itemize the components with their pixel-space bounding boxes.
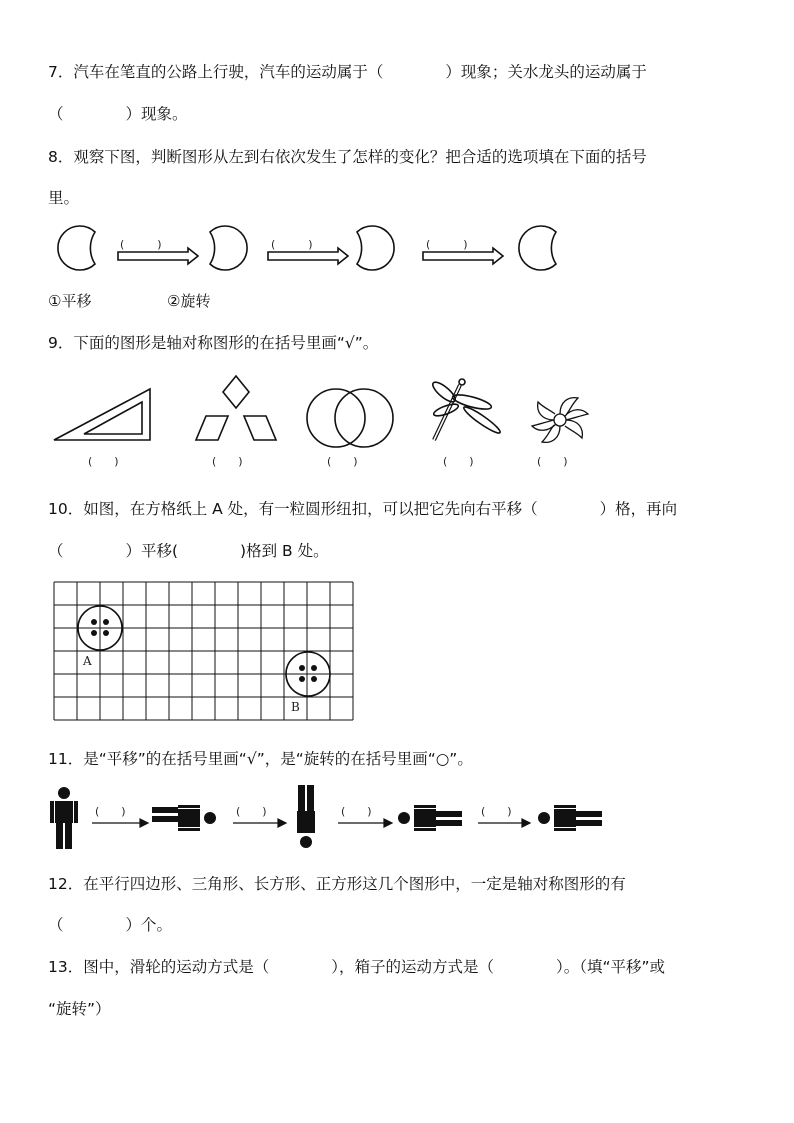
q11-blank-2[interactable]: ( )	[236, 805, 267, 818]
grid-label-b: B	[291, 700, 300, 714]
q9-blank-3[interactable]: ( )	[327, 455, 358, 468]
q9-line1: 9．下面的图形是轴对称图形的在括号里画“√”。	[48, 334, 379, 352]
q9-blank-4[interactable]: ( )	[443, 455, 474, 468]
q9-blank-1[interactable]: ( )	[88, 455, 119, 468]
q12-line2: （ ）个。	[48, 916, 173, 934]
q11-blank-3[interactable]: ( )	[341, 805, 372, 818]
q8-option-2: ②旋转	[167, 292, 211, 310]
q8-line1: 8．观察下图，判断图形从左到右依次发生了怎样的变化？把合适的选项填在下面的括号	[48, 148, 647, 166]
q9-blank-5[interactable]: ( )	[537, 455, 568, 468]
person-lying-right-icon	[152, 805, 216, 831]
q8-blank-3[interactable]: ( )	[426, 238, 468, 251]
person-lying-left-icon	[398, 805, 462, 831]
q11-blank-4[interactable]: ( )	[481, 805, 512, 818]
q8-option-1: ①平移	[48, 292, 92, 310]
q11-line1: 11．是“平移”的在括号里画“√”，是“旋转的在括号里画“○”。	[48, 750, 473, 768]
person-lying-left-icon	[538, 805, 602, 831]
q8-blank-2[interactable]: ( )	[271, 238, 313, 251]
q12-line1: 12．在平行四边形、三角形、长方形、正方形这几个图形中，一定是轴对称图形的有	[48, 875, 626, 893]
person-standing-icon	[50, 787, 78, 849]
grid-label-a: A	[83, 654, 92, 668]
person-upside-down-icon	[297, 785, 315, 848]
q7-line1: 7．汽车在笔直的公路上行驶，汽车的运动属于（ ）现象；关水龙头的运动属于	[48, 63, 647, 81]
q13-line2: “旋转”）	[48, 1000, 111, 1018]
q13-line1: 13．图中，滑轮的运动方式是（ ），箱子的运动方式是（ ）。（填“平移”或	[48, 958, 666, 976]
q7-line2: （ ）现象。	[48, 105, 188, 123]
q11-blank-1[interactable]: ( )	[95, 805, 126, 818]
q9-blank-2[interactable]: ( )	[212, 455, 243, 468]
q10-line1: 10．如图，在方格纸上 A 处，有一粒圆形纽扣，可以把它先向右平移（ ）格，再向	[48, 500, 678, 518]
q8-line2: 里。	[48, 189, 80, 207]
q8-blank-1[interactable]: ( )	[120, 238, 162, 251]
q10-line2: （ ）平移( )格到 B 处。	[48, 542, 329, 560]
